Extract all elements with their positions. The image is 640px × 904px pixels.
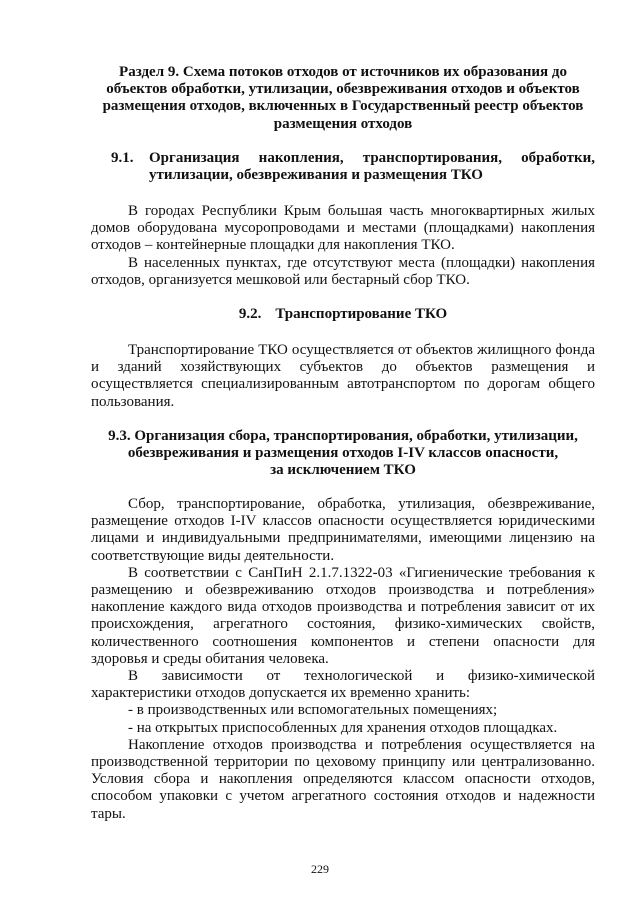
section-9-2-number: 9.2. [238,306,262,322]
paragraph: Транспортирование ТКО осуществляется от объектов жилищного фонда и зданий хозяйствующих субъектов до объектов размещения и осуществляется специализированным автотранспортом по дорогам общего пользования. [91,342,595,410]
section-9-1-body [91,203,595,289]
list-item: - на открытых приспособленных для хранения отходов площадках. [128,719,558,736]
section-9-3-title-line: за исключением ТКО [270,462,416,479]
section-9-1-number: 9.1. [111,150,134,166]
section-9-title: Раздел 9. Схема потоков отходов от источников их образования до объектов обработки, утилизации, обезвреживания отходов и объектов размещения отходов, включенных в Государственный реестр объектов размещения отходов [102,64,584,132]
section-9-2-heading [91,306,595,323]
paragraph: В соответствии с СанПиН 2.1.7.1322-03 «Гигиенические требования к размещению и обезвреживанию отходов производства и потребления» накопление каждого вида отходов производства и потребления зависит от их происхождения, агрегатного состояния, физико-химических свойств, количественного соотношения компонентов и степени опасности для здоровья и среды обитания человека. [91,564,595,667]
section-9-1-heading [91,150,595,184]
paragraph: В зависимости от технологической и физико-химической характеристики отходов допускается их временно хранить: [91,668,595,702]
paragraph: В населенных пунктах, где отсутствуют места (площадки) накопления отходов, организуется мешковой или бестарный сбор ТКО. [91,254,595,288]
section-9-1-title: Организация накопления, транспортирования, обработки, утилизации, обезвреживания и размещения ТКО [149,150,595,184]
section-9-3-title-line: 9.3. Организация сбора, транспортирования, обработки, утилизации, [108,428,578,444]
list-item: - в производственных или вспомогательных помещениях; [128,702,498,719]
section-9-3-title-line: обезвреживания и размещения отходов I-IV классов опасности, [127,445,559,462]
section-9-3-body [91,496,595,823]
paragraph: В городах Республики Крым большая часть многоквартирных жилых домов оборудована мусоропроводами и местами (площадками) накопления отходов – контейнерные площадки для накопления ТКО. [91,203,595,254]
paragraph: Накопление отходов производства и потребления осуществляется на производственной территории по цеховому принципу или централизованно. Условия сбора и накопления определяются классом опасности отходов, способом упаковки с учетом агрегатного состояния отходов и надежности тары. [91,736,595,822]
section-9-3-heading [91,428,595,480]
section-9-2-body [91,342,595,411]
paragraph: Сбор, транспортирование, обработка, утилизация, обезвреживание, размещение отходов I-IV классов опасности осуществляется юридическими лицами и индивидуальными предпринимателями, имеющими лицензию на соответствующие виды деятельности. [91,496,595,564]
section-9-2-title: Транспортирование ТКО [275,306,448,322]
page-number: 229 [311,862,329,876]
